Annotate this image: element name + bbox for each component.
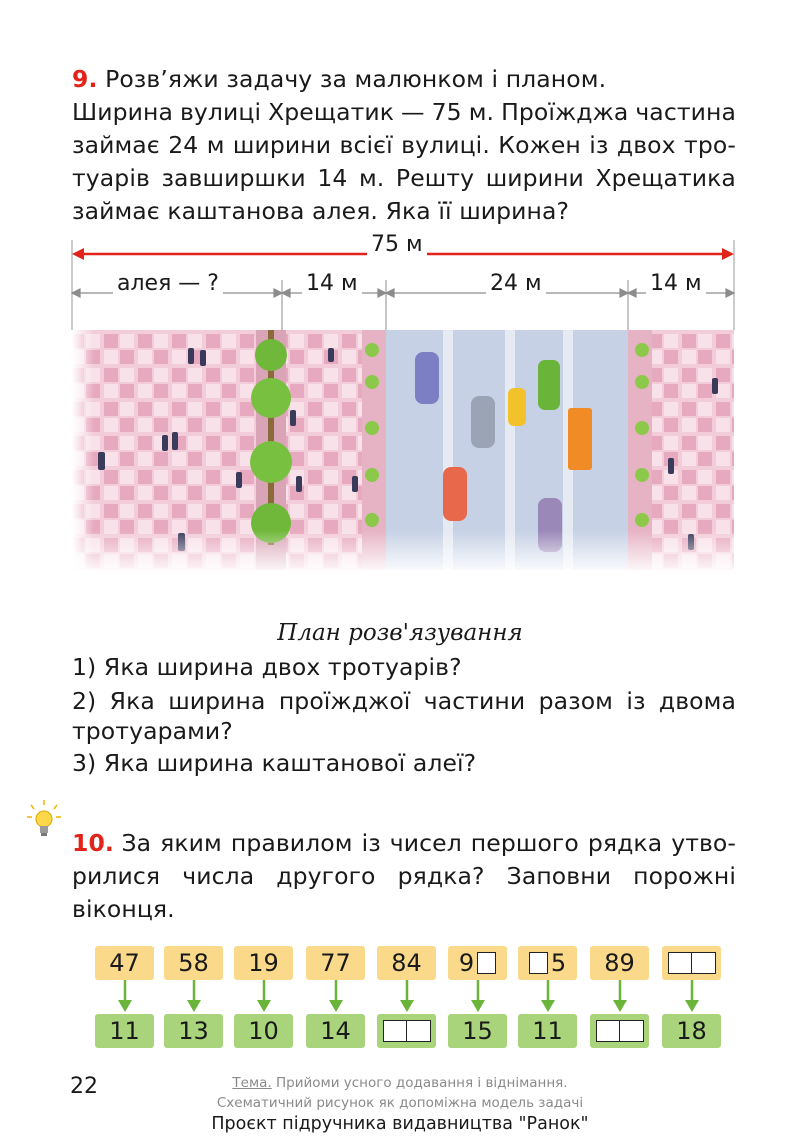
task10-number: 10. (72, 829, 114, 857)
word: правилом (230, 829, 353, 857)
down-arrow-icon (612, 980, 628, 1012)
word: м. (468, 98, 495, 126)
word: двома (658, 687, 736, 715)
word: Хрещатика (595, 164, 736, 192)
top-row-cell[interactable] (448, 946, 507, 980)
footer-project: Проєкт підручника видавництва "Ранок" (211, 1114, 589, 1134)
word: частина (635, 98, 736, 126)
word: За (121, 829, 152, 857)
word: 2) (72, 687, 97, 715)
down-arrow-icon (256, 980, 272, 1012)
task10-line2 (72, 859, 736, 893)
down-arrow-icon (540, 980, 556, 1012)
task10-number-wrap (72, 826, 151, 860)
down-arrow-icon (684, 980, 700, 1012)
down-arrow-icon (117, 980, 133, 1012)
word: першого (470, 829, 579, 857)
word: туарів (72, 164, 150, 192)
segment-label-roadway: 24 м (486, 271, 546, 296)
empty-digit-box[interactable] (529, 952, 548, 974)
word: завширшки (161, 164, 306, 192)
footer-topic (0, 1073, 800, 1093)
top-row-cell[interactable] (662, 946, 721, 980)
task10-line1 (72, 826, 736, 860)
word: рилися (72, 862, 161, 890)
word: яким (160, 829, 222, 857)
word: із (589, 131, 609, 159)
empty-digit-box[interactable] (477, 952, 496, 974)
task9-line5: займає каштанова алея. Яка її ширина? (72, 197, 570, 225)
empty-number-box[interactable] (383, 1020, 431, 1042)
plan-question-3: 3) Яка ширина каштанової алеї? (72, 749, 477, 777)
bottom-row-cell: 10 (234, 1014, 293, 1048)
word: проїжджої (278, 687, 411, 715)
segment-label-alley: алея — ? (113, 271, 223, 296)
bottom-row-cell: 14 (306, 1014, 365, 1048)
footer-topic-text: Прийоми усного додавання і віднімання. (271, 1075, 568, 1091)
task10-line3: віконця. (72, 895, 175, 923)
word: Яка (109, 687, 155, 715)
lightbulb-icon (24, 798, 64, 842)
top-row-cell: 84 (377, 946, 436, 980)
bottom-row-cell: 13 (164, 1014, 223, 1048)
word: ширини (232, 131, 332, 159)
word: м. (358, 164, 385, 192)
word: порожні (633, 862, 736, 890)
top-row-cell: 77 (306, 946, 365, 980)
bottom-row-cell[interactable] (377, 1014, 436, 1048)
task9-number: 9. (72, 65, 98, 93)
word: рядка (587, 829, 663, 857)
segment-label-left-sidewalk: 14 м (302, 271, 362, 296)
total-width-label: 75 м (367, 232, 427, 257)
down-arrow-icon (186, 980, 202, 1012)
plan-question-2-cont: тротуарами? (72, 717, 233, 745)
task9-line4 (72, 161, 736, 195)
bottom-row-cell: 15 (448, 1014, 507, 1048)
task9-line2 (72, 95, 736, 129)
digit: 9 (458, 949, 475, 977)
plan-question-1: 1) Яка ширина двох тротуарів? (72, 653, 462, 681)
top-row-cell[interactable] (518, 946, 577, 980)
word: Кожен (498, 131, 581, 159)
segment-label-right-sidewalk: 14 м (646, 271, 706, 296)
empty-number-box[interactable] (596, 1020, 644, 1042)
footer-topic-line2: Схематичний рисунок як допоміжна модель задачі (216, 1095, 584, 1111)
top-row-cell: 58 (164, 946, 223, 980)
task9-line3 (72, 128, 736, 162)
word: Хрещатик (268, 98, 395, 126)
task9-heading: Розв’яжи задачу за малюнком і планом. (105, 65, 607, 93)
word: утво- (671, 829, 736, 857)
word: тро- (684, 131, 736, 159)
top-row-cell: 19 (234, 946, 293, 980)
down-arrow-icon (328, 980, 344, 1012)
word: — (401, 98, 425, 126)
word: Заповни (506, 862, 612, 890)
bottom-row-cell: 18 (662, 1014, 721, 1048)
word: чисел (389, 829, 462, 857)
word: вулиці (179, 98, 262, 126)
down-arrow-icon (399, 980, 415, 1012)
page-number: 22 (70, 1074, 98, 1099)
word: частини (423, 687, 526, 715)
word: Проїжджа (501, 98, 629, 126)
word: 75 (431, 98, 462, 126)
plan-question-2 (72, 684, 736, 718)
word: числа (182, 862, 255, 890)
word: ширина (168, 687, 266, 715)
bottom-row-cell: 11 (95, 1014, 154, 1048)
word: із (626, 687, 646, 715)
top-row-cell: 89 (590, 946, 649, 980)
word: разом (538, 687, 613, 715)
bottom-row-cell[interactable] (590, 1014, 649, 1048)
word: рядка? (397, 862, 485, 890)
word: Ширина (72, 98, 173, 126)
word: займає (72, 131, 160, 159)
word: 14 (317, 164, 348, 192)
down-arrow-icon (470, 980, 486, 1012)
word: Решту (395, 164, 475, 192)
word: вулиці. (401, 131, 490, 159)
top-row-cell: 47 (95, 946, 154, 980)
task9-line1 (72, 62, 736, 96)
word: м (206, 131, 225, 159)
footer-topic-label: Тема. (232, 1075, 272, 1091)
bottom-row-cell: 11 (518, 1014, 577, 1048)
word: другого (276, 862, 376, 890)
digit: 5 (550, 949, 567, 977)
word: 24 (168, 131, 199, 159)
word: двох (616, 131, 676, 159)
word: всієї (339, 131, 393, 159)
plan-title: План розв'язування (277, 620, 523, 646)
word: із (361, 829, 381, 857)
word: ширини (485, 164, 584, 192)
empty-number-box[interactable] (668, 952, 716, 974)
